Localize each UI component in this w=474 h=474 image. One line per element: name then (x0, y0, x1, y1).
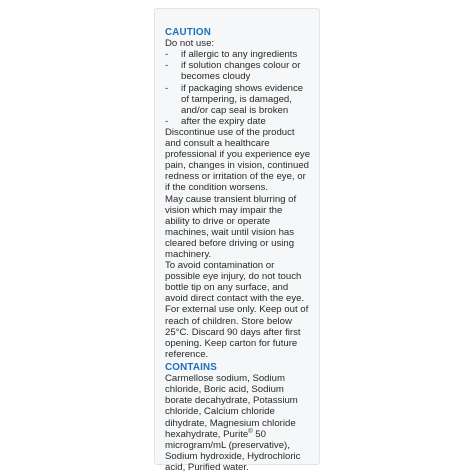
caution-item-text: and/or cap seal is broken (181, 104, 289, 116)
text-line: cleared before driving or using (165, 237, 295, 249)
caution-item (165, 83, 311, 94)
caution-item-text: after the expiry date (181, 115, 266, 127)
caution-item-text: if allergic to any ingredients (181, 49, 298, 61)
dash-marker: - (165, 49, 169, 61)
text-line: borate decahydrate, Potassium (165, 395, 298, 407)
purite-line (165, 429, 311, 440)
text-line: machinery. (165, 248, 212, 260)
caution-item-text: of tampering, is damaged, (181, 93, 292, 105)
text-line: May cause transient blurring of (165, 193, 297, 205)
purite-prefix: hexahydrate, Purite (165, 428, 249, 440)
text-line: vision which may impair the (165, 204, 283, 216)
text-line: 25°C. Discard 90 days after first (165, 326, 301, 338)
section-spacer (165, 360, 311, 361)
text-line: chloride, Calcium chloride (165, 406, 275, 418)
text-line: opening. Keep carton for future (165, 337, 298, 349)
text-line: bottle tip on any surface, and (165, 282, 289, 294)
text-line: reach of children. Store below (165, 315, 292, 327)
label-panel (154, 8, 320, 473)
text-line: dihydrate, Magnesium chloride (165, 417, 296, 429)
registered-mark: ® (248, 428, 253, 435)
caution-item (165, 60, 311, 71)
caution-heading: CAUTION (165, 27, 212, 38)
caution-item (165, 116, 311, 127)
caution-item-text: if solution changes colour or (181, 60, 301, 72)
text-line: For external use only. Keep out of (165, 304, 309, 316)
text-line: avoid direct contact with the eye. (165, 293, 305, 305)
text-line: professional if you experience eye (165, 149, 311, 161)
contains-heading: CONTAINS (165, 361, 218, 373)
text-line: reference. (165, 348, 209, 360)
text-line: Sodium hydroxide, Hydrochloric (165, 450, 301, 462)
caution-paragraph (165, 127, 311, 360)
text-line: microgram/mL (preservative), (165, 439, 290, 451)
text-line: acid, Purified water. (165, 461, 249, 473)
text-line: redness or irritation of the eye, or (165, 171, 306, 183)
caution-item-text: if packaging shows evidence (181, 82, 304, 94)
contains-list (165, 373, 311, 473)
dash-marker: - (165, 82, 169, 94)
caution-item-text: becomes cloudy (181, 71, 251, 83)
text-line: chloride, Boric acid, Sodium (165, 384, 284, 396)
text-line: Carmellose sodium, Sodium (165, 373, 285, 385)
text-line: ability to drive or operate (165, 215, 271, 227)
dash-marker: - (165, 60, 169, 72)
text-line: possible eye injury, do not touch (165, 271, 302, 283)
caution-intro: Do not use: (165, 38, 215, 50)
text-line: machines, wait until vision has (165, 226, 295, 238)
caution-item (165, 49, 311, 60)
text-line: Discontinue use of the product (165, 126, 295, 138)
caution-list (165, 49, 311, 127)
text-line: pain, changes in vision, continued (165, 160, 310, 172)
text-line: if the condition worsens. (165, 182, 268, 194)
text-line: To avoid contamination or (165, 260, 275, 272)
dash-marker: - (165, 115, 169, 127)
text-line: and consult a healthcare (165, 138, 270, 150)
purite-suffix: 50 (252, 428, 266, 440)
